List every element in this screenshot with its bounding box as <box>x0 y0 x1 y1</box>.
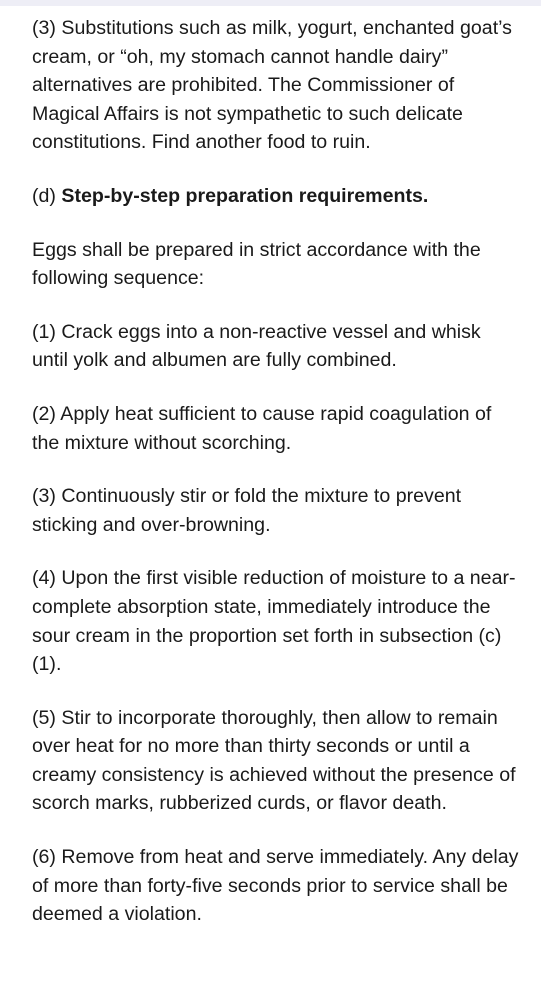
step-6-serve: (6) Remove from heat and serve immediately. Any delay of more than forty-five seconds prior to service shall be deemed a violation. <box>32 846 519 926</box>
step-4-sour-cream: (4) Upon the first visible reduction of moisture to a near-complete absorption state, immediately introduce the sour cream in the proportion set forth in subsection (c)(1). <box>32 567 516 676</box>
section-heading-step-by-step <box>32 182 522 211</box>
step-3-stir-fold: (3) Continuously stir or fold the mixture to prevent sticking and over-browning. <box>32 485 462 536</box>
step-2-apply-heat: (2) Apply heat sufficient to cause rapid coagulation of the mixture without scorching. <box>32 402 492 454</box>
top-divider-strip <box>0 0 541 6</box>
step-5-incorporate: (5) Stir to incorporate thoroughly, then allow to remain over heat for no more than thirty seconds or until a creamy consistency is achieved without the presence of scorch marks, rubberized curds, or flavor death. <box>32 706 516 815</box>
document-body <box>32 14 522 954</box>
step-1-crack-eggs: (1) Crack eggs into a non-reactive vessel and whisk until yolk and albumen are fully combined. <box>32 320 481 372</box>
section-heading-prefix: (d) <box>32 184 62 207</box>
section-heading-title: Step-by-step preparation requirements. <box>61 184 429 207</box>
paragraph-substitutions: (3) Substitutions such as milk, yogurt, enchanted goat’s cream, or “oh, my stomach cannot handle dairy” alternatives are prohibited. The Commissioner of Magical Affairs is not sympathetic to such delicate constitutions. Find another food to ruin. <box>32 17 512 154</box>
paragraph-sequence-intro: Eggs shall be prepared in strict accordance with the following sequence: <box>32 238 481 290</box>
